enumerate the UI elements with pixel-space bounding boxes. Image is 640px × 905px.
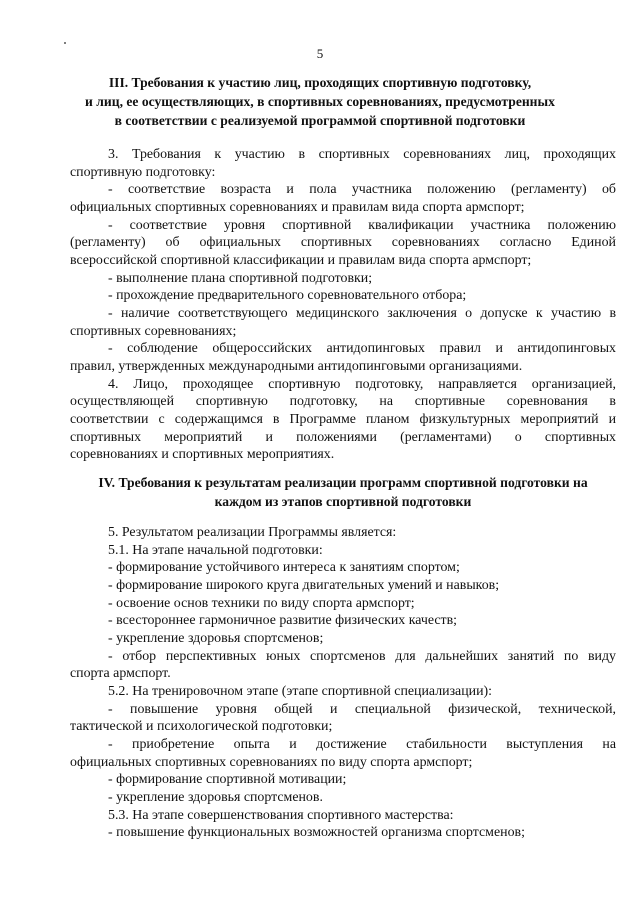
text-line: - наличие соответствующего медицинского заключения о допуске к участию в <box>108 305 616 321</box>
text-line: соревнованиях и спортивных мероприятиях. <box>70 447 335 463</box>
text-line: осуществляющей спортивную подготовку, на спортивные соревнования в <box>70 394 616 410</box>
section-3-body <box>70 146 616 464</box>
heading-line: каждом из этапов спортивной подготовки <box>214 494 472 509</box>
text-line: - соответствие возраста и пола участника положению (регламенту) об <box>108 182 616 198</box>
text-line: всероссийской спортивной классификации и правилам вида спорта армспорт; <box>70 252 532 268</box>
text-line: - формирование спортивной мотивации; <box>108 772 347 788</box>
page-number: 5 <box>316 46 324 61</box>
section-4-heading <box>66 473 620 511</box>
text-line: 5.2. На тренировочном этапе (этапе спортивной специализации): <box>108 683 493 699</box>
text-line: - укрепление здоровья спортсменов; <box>108 630 324 646</box>
text-line: - прохождение предварительного соревновательного отбора; <box>108 288 467 304</box>
section-4-body <box>70 524 616 842</box>
heading-line: III. Требования к участию лиц, проходящих спортивную подготовку, <box>108 75 532 90</box>
text-line: - отбор перспективных юных спортсменов для дальнейших занятий по виду <box>108 648 616 664</box>
heading-line: и лиц, ее осуществляющих, в спортивных соревнованиях, предусмотренных <box>85 94 555 109</box>
text-line: официальных спортивных соревнованиях по виду спорта армспорт; <box>70 754 473 770</box>
heading-line: в соответствии с реализуемой программой спортивной подготовки <box>114 113 526 128</box>
text-line: - соответствие уровня спортивной квалификации участника положению <box>108 217 616 233</box>
text-line: - выполнение плана спортивной подготовки; <box>108 270 373 286</box>
text-line: - укрепление здоровья спортсменов. <box>108 789 323 805</box>
scan-speck <box>64 42 66 44</box>
text-line: официальных спортивных соревнованиях и правилам вида спорта армспорт; <box>70 199 525 215</box>
text-line: 3. Требования к участию в спортивных соревнованиях лиц, проходящих <box>108 147 616 162</box>
text-line: 5.3. На этапе совершенствования спортивного мастерства: <box>108 807 454 823</box>
text-line: (регламенту) об официальных спортивных соревнованиях согласно Единой <box>70 235 616 251</box>
text-line: тактической и психологической подготовки; <box>70 719 333 735</box>
text-line: 5. Результатом реализации Программы является: <box>108 525 397 540</box>
text-line: - формирование устойчивого интереса к занятиям спортом; <box>108 560 460 576</box>
text-line: спортивных соревнованиях; <box>70 323 237 339</box>
text-line: спортивную подготовку: <box>70 164 216 180</box>
text-line: соответствии с содержащимся в Программе планом физкультурных мероприятий и <box>70 411 616 427</box>
text-line: - формирование широкого круга двигательных умений и навыков; <box>108 577 500 593</box>
text-line: правил, утвержденных международными антидопинговыми организациями. <box>70 358 523 374</box>
section-3-heading <box>70 73 570 130</box>
text-line: 5.1. На этапе начальной подготовки: <box>108 542 323 558</box>
text-line: 4. Лицо, проходящее спортивную подготовку, направляется организацией, <box>108 376 616 392</box>
text-line: - приобретение опыта и достижение стабильности выступления на <box>108 736 616 752</box>
text-line: спорта армспорт. <box>70 666 171 682</box>
text-line: - освоение основ техники по виду спорта армспорт; <box>108 595 415 611</box>
text-line: - повышение уровня общей и специальной физической, технической, <box>108 701 616 717</box>
text-line: - всестороннее гармоничное развитие физических качеств; <box>108 613 458 629</box>
text-line: - соблюдение общероссийских антидопинговых правил и антидопинговых <box>108 341 616 357</box>
text-line: - повышение функциональных возможностей организма спортсменов; <box>108 825 525 841</box>
heading-line: IV. Требования к результатам реализации программ спортивной подготовки на <box>98 475 588 490</box>
text-line: спортивных мероприятий и положениями (регламентами) о спортивных <box>70 429 616 445</box>
